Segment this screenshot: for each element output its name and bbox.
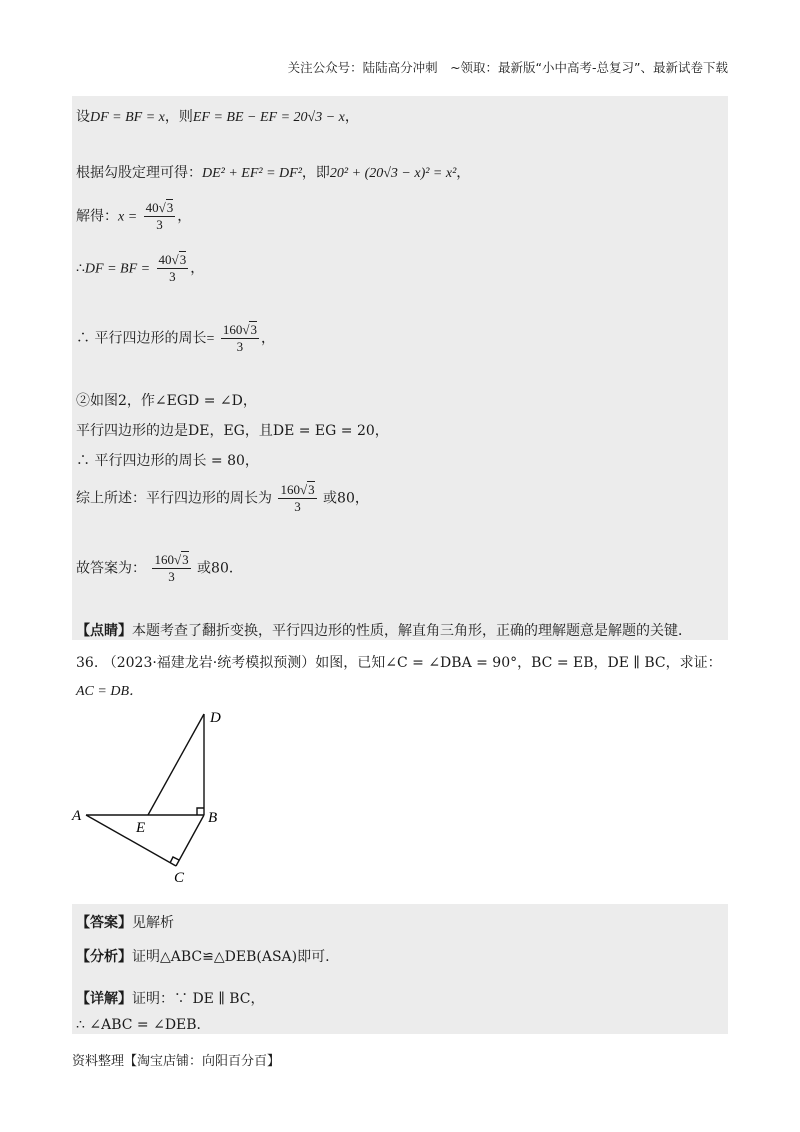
text: ， (456, 165, 471, 181)
solution-line-4 (76, 252, 204, 285)
problem-number: 36. (76, 655, 99, 671)
answer-line (76, 912, 174, 932)
text: ， (260, 330, 275, 347)
equation: DE² + EF² = DF² (202, 166, 302, 181)
text: 或80， (323, 490, 369, 507)
geometry-figure (60, 700, 260, 890)
radicand: 3 (179, 252, 187, 267)
dianjing-tag: 【点睛】 (76, 623, 132, 639)
detail-tag: 【详解】 (76, 991, 132, 1007)
label-d: D (210, 710, 221, 726)
fraction: $\frac{40√3}{3}$ (158, 252, 187, 284)
text: 或80． (197, 560, 243, 577)
label-b: B (208, 810, 218, 826)
problem-goal: AC = DB． (76, 684, 143, 699)
equation: x = (118, 209, 138, 225)
dianjing-line (76, 620, 692, 640)
page-footer: 资料整理【淘宝店铺：向阳百分百】 (72, 1054, 281, 1069)
text: ， (344, 109, 359, 125)
analysis-text: 证明△ABC≌△DEB(ASA)即可. (132, 949, 330, 965)
radicand: 3 (166, 200, 174, 215)
denominator: 3 (294, 499, 301, 514)
equation: DF = BF = (84, 261, 151, 277)
detail-line-2: ∴ ∠ABC = ∠DEB． (76, 1017, 211, 1033)
text: 故答案为： (76, 560, 146, 577)
segment-ac (86, 815, 176, 866)
detail-text: 证明：∵ DE ∥ BC， (132, 991, 265, 1007)
solution-line-2 (76, 162, 470, 182)
equation: = (206, 331, 215, 347)
text: 综上所述：平行四边形的周长为 (76, 490, 272, 507)
equation: DF = BF = x (90, 110, 165, 125)
solution-line-1 (76, 106, 359, 126)
denominator: 3 (156, 217, 163, 232)
text: ， (190, 260, 205, 277)
answer-tag: 【答案】 (76, 915, 132, 931)
solution-line-6: ②如图2，作∠EGD = ∠D， (76, 393, 257, 409)
label-e: E (136, 820, 146, 836)
numerator: 160 (154, 552, 174, 567)
text: ∴ 平行四边形的周长 (76, 330, 207, 347)
fraction: $\frac{40√3}{3}$ (145, 200, 174, 232)
analysis-line (76, 946, 330, 966)
answer-text: 见解析 (132, 915, 174, 931)
text: ，即 (301, 165, 330, 181)
equation: 20² + (20√3 − x)² = x² (329, 166, 457, 181)
label-a: A (72, 808, 82, 824)
analysis-tag: 【分析】 (76, 949, 132, 965)
problem-source: （2023·福建龙岩·统考模拟预测） (102, 655, 316, 671)
segment-cb (176, 815, 204, 866)
radicand: 3 (182, 552, 189, 567)
fraction: $\frac{160√3}{3}$ (222, 322, 257, 354)
fraction: $\frac{160√3}{3}$ (154, 552, 189, 584)
solution-line-7: 平行四边形的边是DE，EG，且DE = EG = 20， (76, 423, 389, 439)
text: ，则 (164, 109, 193, 125)
numerator: 40 (145, 200, 159, 215)
radicand: 3 (250, 322, 257, 337)
fraction: $\frac{160√3}{3}$ (280, 482, 315, 514)
numerator: 40 (158, 252, 172, 267)
label-c: C (174, 870, 185, 886)
detail-line (76, 988, 265, 1008)
text: 解得： (76, 208, 118, 225)
problem-text: 如图，已知∠C = ∠DBA = 90°，BC = EB，DE ∥ BC，求证： (315, 655, 722, 671)
equation: EF = BE − EF = 20√3 − x (192, 110, 345, 125)
solution-line-5 (76, 322, 275, 355)
solution-line-10 (76, 552, 243, 585)
text: 根据勾股定理可得： (76, 165, 202, 181)
numerator: 160 (222, 322, 243, 337)
radicand: 3 (308, 482, 315, 497)
text: ， (177, 208, 192, 225)
denominator: 3 (169, 269, 176, 284)
segment-de (148, 714, 204, 815)
problem-line-1 (76, 652, 722, 672)
right-angle-mark-b (197, 808, 204, 815)
dianjing-text: 本题考查了翻折变换，平行四边形的性质，解直角三角形，正确的理解题意是解题的关键． (132, 623, 692, 639)
text: ∴ (76, 260, 85, 277)
solution-line-8: ∴ 平行四边形的周长 = 80， (76, 453, 259, 469)
denominator: 3 (236, 339, 244, 354)
solution-line-9 (76, 482, 369, 515)
denominator: 3 (168, 569, 175, 584)
solution-line-3 (76, 200, 191, 233)
numerator: 160 (280, 482, 300, 497)
page-header: 关注公众号：陆陆高分冲刺 ~领取：最新版“小中高考-总复习”、最新试卷下载 (287, 60, 728, 75)
text: 设 (76, 109, 90, 125)
